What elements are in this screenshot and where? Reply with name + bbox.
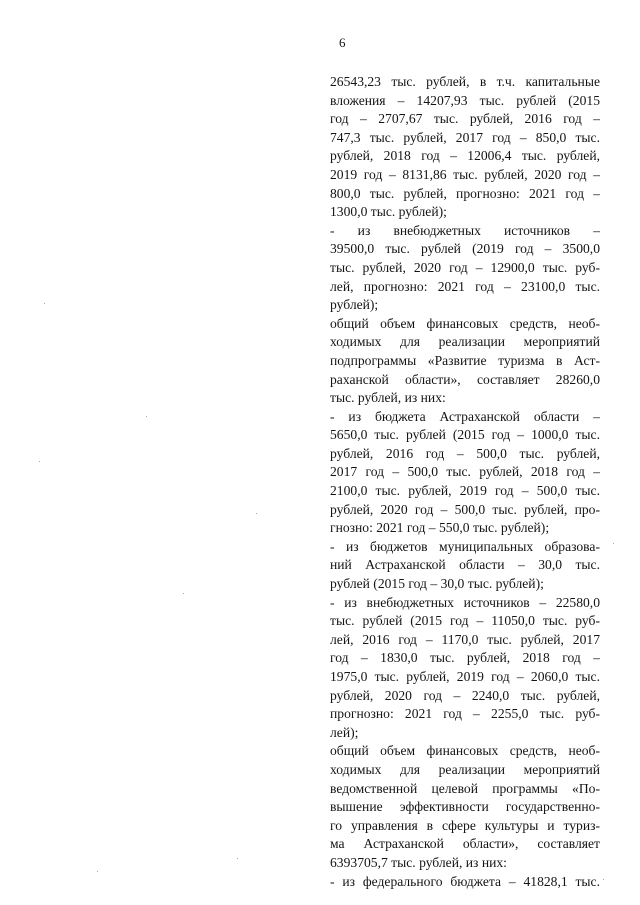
text-line: рублей (2015 год – 30,0 тыс. рублей); xyxy=(330,576,544,592)
text-line: 1975,0 тыс. рублей, 2019 год – 2060,0 тыс. xyxy=(330,669,600,684)
text-line: лей); xyxy=(330,724,359,740)
scan-speck xyxy=(613,543,614,544)
text-line: 2017 год – 500,0 тыс. рублей, 2018 год – xyxy=(330,464,600,480)
text-line: ходимых для реализации мероприятий xyxy=(330,761,600,777)
text-line: 1300,0 тыс. рублей); xyxy=(330,204,447,220)
text-line: вышение эффективности государственно- xyxy=(330,799,600,815)
text-line: 5650,0 тыс. рублей (2015 год – 1000,0 тыс. xyxy=(330,427,600,443)
text-line: лей, 2016 год – 1170,0 тыс. рублей, 2017 xyxy=(330,631,600,647)
text-line: тыс. рублей, из них: xyxy=(330,390,446,406)
text-line: 747,3 тыс. рублей, 2017 год – 850,0 тыс. xyxy=(330,129,600,145)
scan-speck xyxy=(97,871,98,872)
text-line: рублей, 2020 год – 500,0 тыс. рублей, про- xyxy=(330,501,600,517)
text-line: тыс. рублей (2015 год – 11050,0 тыс. руб- xyxy=(330,613,600,629)
text-line: раханской области», составляет 28260,0 xyxy=(330,371,600,387)
text-line: общий объем финансовых средств, необ- xyxy=(330,743,600,759)
text-line: вложения – 14207,93 тыс. рублей (2015 xyxy=(330,92,600,108)
text-line: 6393705,7 тыс. рублей, из них: xyxy=(330,854,507,870)
text-line: год – 2707,67 тыс. рублей, 2016 год – xyxy=(330,111,600,127)
text-line: ведомственной целевой программы «По- xyxy=(330,780,600,796)
scan-speck xyxy=(146,416,147,417)
text-line: лей, прогнозно: 2021 год – 23100,0 тыс. xyxy=(330,278,600,294)
text-line: - из бюджетов муниципальных образова- xyxy=(330,538,600,554)
text-line: рублей, 2018 год – 12006,4 тыс. рублей, xyxy=(330,148,600,164)
text-line: тыс. рублей, 2020 год – 12900,0 тыс. руб- xyxy=(330,259,600,275)
text-line: рублей); xyxy=(330,297,379,313)
text-line: 26543,23 тыс. рублей, в т.ч. капитальные xyxy=(330,74,600,89)
text-line: общий объем финансовых средств, необ- xyxy=(330,315,600,331)
page-number: 6 xyxy=(339,35,346,50)
text-line: 2019 год – 8131,86 тыс. рублей, 2020 год – xyxy=(330,166,600,182)
body-text xyxy=(330,73,600,891)
scan-speck xyxy=(183,593,184,594)
scan-speck xyxy=(237,858,238,859)
text-line: 800,0 тыс. рублей, прогнозно: 2021 год – xyxy=(330,185,600,201)
text-line: ний Астраханской области – 30,0 тыс. xyxy=(330,557,600,573)
text-line: - из внебюджетных источников – 22580,0 xyxy=(330,594,600,610)
scan-speck xyxy=(256,513,257,514)
text-line: рублей, 2016 год – 500,0 тыс. рублей, xyxy=(330,445,600,461)
text-line: ходимых для реализации мероприятий xyxy=(330,334,600,350)
scan-speck xyxy=(39,461,40,462)
scan-speck xyxy=(603,879,604,880)
text-line: - из внебюджетных источников – xyxy=(330,222,600,238)
text-line: 2100,0 тыс. рублей, 2019 год – 500,0 тыс. xyxy=(330,483,600,499)
scan-speck xyxy=(44,303,45,304)
text-line: 39500,0 тыс. рублей (2019 год – 3500,0 xyxy=(330,241,600,257)
text-line: ма Астраханской области», составляет xyxy=(330,836,600,852)
text-line: - из федерального бюджета – 41828,1 тыс. xyxy=(330,873,600,889)
text-line: год – 1830,0 тыс. рублей, 2018 год – xyxy=(330,650,600,666)
text-line: рублей, 2020 год – 2240,0 тыс. рублей, xyxy=(330,687,600,703)
text-line: гнозно: 2021 год – 550,0 тыс. рублей); xyxy=(330,520,550,536)
text-line: подпрограммы «Развитие туризма в Аст- xyxy=(330,352,600,368)
text-line: го управления в сфере культуры и туриз- xyxy=(330,817,600,833)
text-line: прогнозно: 2021 год – 2255,0 тыс. руб- xyxy=(330,706,600,722)
text-line: - из бюджета Астраханской области – xyxy=(330,408,600,424)
